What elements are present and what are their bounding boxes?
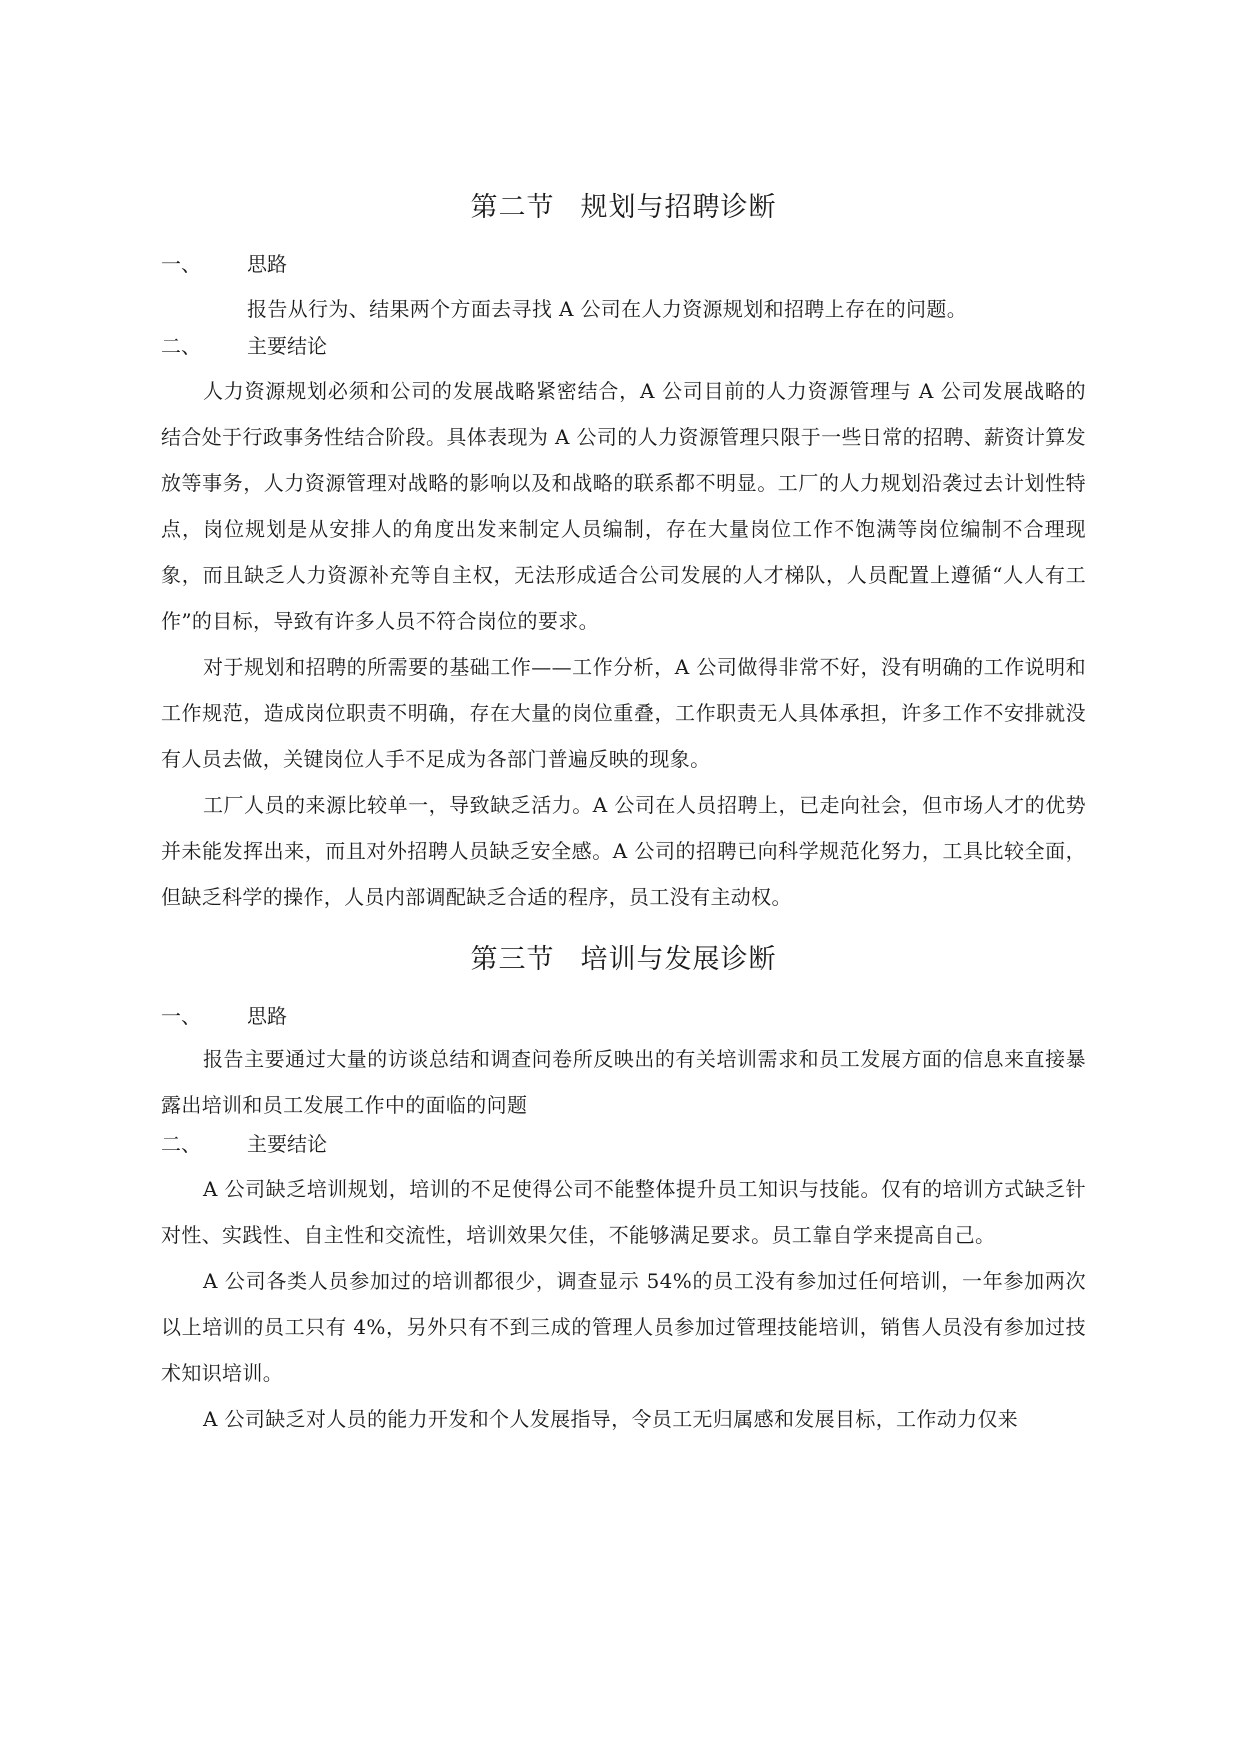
subheading-label: 主要结论 [247, 1132, 327, 1156]
subheading-label: 主要结论 [247, 334, 327, 358]
section-3-subheading-conclusions [161, 1128, 1086, 1160]
subheading-label: 思路 [247, 1004, 287, 1028]
section-2-subheading-conclusions [161, 330, 1086, 362]
section-2-paragraph-2: 对于规划和招聘的所需要的基础工作——工作分析，A 公司做得非常不好，没有明确的工作说明和工作规范，造成岗位职责不明确，存在大量的岗位重叠，工作职责无人具体承担，许多工作不安排就没有人员去做，关键岗位人手不足成为各部门普遍反映的现象。 [161, 655, 1086, 771]
section-3-paragraph-2: A 公司各类人员参加过的培训都很少，调查显示 54%的员工没有参加过任何培训，一年参加两次以上培训的员工只有 4%，另外只有不到三成的管理人员参加过管理技能培训，销售人员没有参加过技术知识培训。 [161, 1269, 1086, 1385]
section-2-number: 第二节 [470, 192, 555, 223]
section-3-subheading-approach [161, 1000, 1086, 1032]
section-2-title [161, 188, 1086, 228]
subheading-number: 二、 [161, 1132, 201, 1156]
subheading-number: 二、 [161, 334, 201, 358]
section-2-approach-paragraph: 报告从行为、结果两个方面去寻找 A 公司在人力资源规划和招聘上存在的问题。 [247, 297, 968, 321]
section-3-paragraph-3: A 公司缺乏对人员的能力开发和个人发展指导，令员工无归属感和发展目标，工作动力仅来 [203, 1407, 1019, 1431]
section-2-paragraph-1: 人力资源规划必须和公司的发展战略紧密结合，A 公司目前的人力资源管理与 A 公司发展战略的结合处于行政事务性结合阶段。具体表现为 A 公司的人力资源管理只限于一些日常的招聘、薪资计算发放等事务，人力资源管理对战略的影响以及和战略的联系都不明显。工厂的人力规划沿袭过去计划性特点，岗位规划是从安排人的角度出发来制定人员编制，存在大量岗位工作不饱满等岗位编制不合理现象，而且缺乏人力资源补充等自主权，无法形成适合公司发展的人才梯队，人员配置上遵循“人人有工作”的目标，导致有许多人员不符合岗位的要求。 [161, 379, 1086, 633]
section-3-paragraph-1: A 公司缺乏培训规划，培训的不足使得公司不能整体提升员工知识与技能。仅有的培训方式缺乏针对性、实践性、自主性和交流性，培训效果欠佳，不能够满足要求。员工靠自学来提高自己。 [161, 1177, 1086, 1247]
subheading-number: 一、 [161, 252, 201, 276]
section-3-heading: 培训与发展诊断 [580, 944, 777, 975]
section-3-title [161, 940, 1086, 980]
document-page [161, 188, 1086, 1442]
section-2-heading: 规划与招聘诊断 [580, 192, 777, 223]
section-2-subheading-approach [161, 248, 1086, 280]
section-2-paragraph-3: 工厂人员的来源比较单一，导致缺乏活力。A 公司在人员招聘上，已走向社会，但市场人才的优势并未能发挥出来，而且对外招聘人员缺乏安全感。A 公司的招聘已向科学规范化努力，工具比较全面，但缺乏科学的操作，人员内部调配缺乏合适的程序，员工没有主动权。 [161, 793, 1086, 909]
section-3-number: 第三节 [470, 944, 555, 975]
section-3-approach-paragraph: 报告主要通过大量的访谈总结和调查问卷所反映出的有关培训需求和员工发展方面的信息来直接暴露出培训和员工发展工作中的面临的问题 [161, 1047, 1086, 1117]
subheading-number: 一、 [161, 1004, 201, 1028]
subheading-label: 思路 [247, 252, 287, 276]
